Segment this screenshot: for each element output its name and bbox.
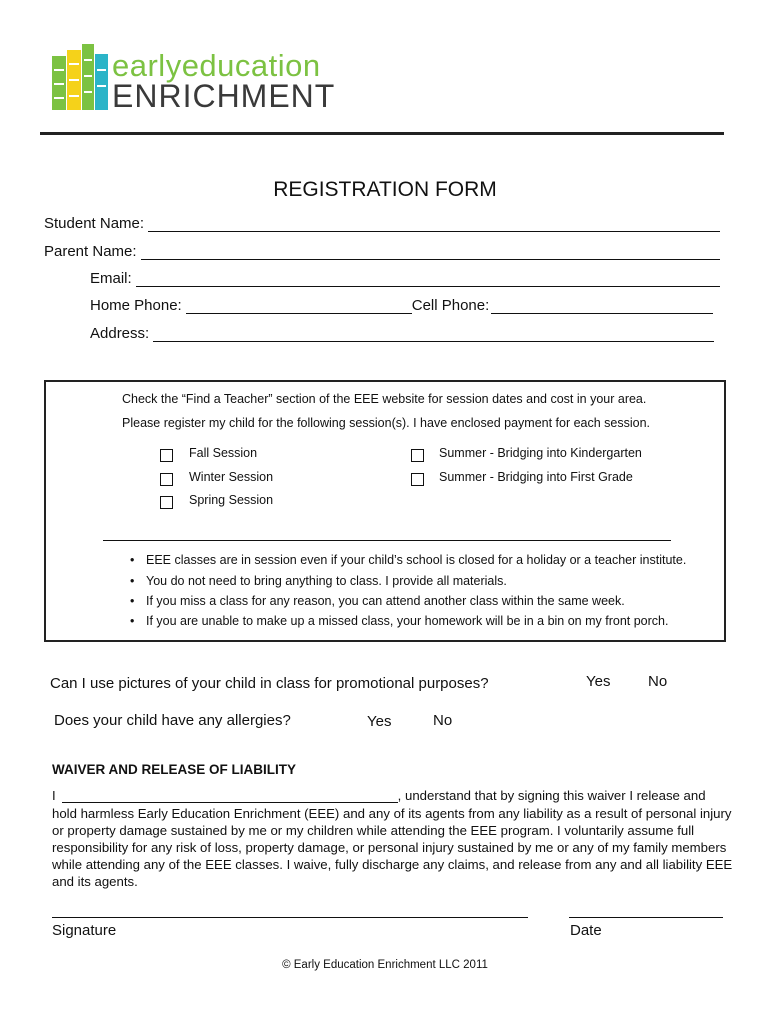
parent-name-row <box>44 243 720 260</box>
address-label: Address: <box>90 325 150 342</box>
email-input[interactable] <box>136 272 720 287</box>
signature-label: Signature <box>52 922 117 939</box>
policy-text: If you miss a class for any reason, you can attend another class within the same week. <box>146 594 625 608</box>
session-divider <box>103 540 671 541</box>
address-input[interactable] <box>153 327 714 342</box>
spring-session-checkbox[interactable] <box>160 496 173 509</box>
cell-phone-input[interactable] <box>491 299 713 314</box>
fall-session-checkbox[interactable] <box>160 449 173 462</box>
winter-session-checkbox[interactable] <box>160 473 173 486</box>
summer-first-grade-label: Summer - Bridging into First Grade <box>439 470 633 484</box>
logo <box>50 44 110 114</box>
address-row <box>90 325 714 342</box>
student-name-input[interactable] <box>148 217 720 232</box>
footer-copyright: © Early Education Enrichment LLC 2011 <box>282 959 488 971</box>
summer-kindergarten-checkbox[interactable] <box>411 449 424 462</box>
fall-session-label: Fall Session <box>189 446 258 460</box>
policy-text: If you are unable to make up a missed class, your homework will be in a bin on my front porch. <box>146 614 669 628</box>
waiver-prefix: I <box>52 788 56 803</box>
session-intro-2: Please register my child for the following session(s). I have enclosed payment for each session. <box>122 416 651 430</box>
student-name-row <box>44 215 720 232</box>
signature-line[interactable] <box>52 917 528 918</box>
form-title: REGISTRATION FORM <box>273 178 497 201</box>
allergies-question: Does your child have any allergies? <box>54 712 291 729</box>
pictures-question: Can I use pictures of your child in class for promotional purposes? <box>50 675 489 692</box>
logo-books-icon <box>50 44 110 114</box>
policy-bullet: • If you miss a class for any reason, you can attend another class within the same week. <box>130 594 625 608</box>
spring-session-label: Spring Session <box>189 493 274 507</box>
email-label: Email: <box>90 270 132 287</box>
logo-wordmark-top: earlyeducation <box>112 48 321 83</box>
policy-text: EEE classes are in session even if your child’s school is closed for a holiday or a teacher institute. <box>146 553 687 567</box>
waiver-line1-rest: , understand that by signing this waiver I release and <box>397 788 706 803</box>
date-line[interactable] <box>569 917 723 918</box>
winter-session-label: Winter Session <box>189 470 274 484</box>
cell-phone-label: Cell Phone: <box>411 297 490 314</box>
waiver-name-input[interactable] <box>62 789 398 803</box>
waiver-first-line <box>52 788 706 803</box>
home-phone-input[interactable] <box>186 299 412 314</box>
waiver-heading: WAIVER AND RELEASE OF LIABILITY <box>52 762 297 777</box>
date-label: Date <box>570 922 602 939</box>
email-row <box>90 270 720 287</box>
logo-wordmark-bottom: ENRICHMENT <box>112 78 336 114</box>
header-divider <box>40 132 724 135</box>
policy-text: You do not need to bring anything to class. I provide all materials. <box>146 574 507 588</box>
policy-bullet: • If you are unable to make up a missed class, your homework will be in a bin on my front porch. <box>130 614 669 628</box>
parent-name-label: Parent Name: <box>44 243 137 260</box>
phone-row <box>90 297 713 314</box>
policy-bullet: • EEE classes are in session even if your child’s school is closed for a holiday or a teacher institute. <box>130 553 687 567</box>
student-name-label: Student Name: <box>44 215 145 232</box>
policy-bullet: • You do not need to bring anything to class. I provide all materials. <box>130 574 507 588</box>
parent-name-input[interactable] <box>141 245 720 260</box>
pictures-yes-option[interactable]: Yes <box>586 673 611 690</box>
summer-first-grade-checkbox[interactable] <box>411 473 424 486</box>
home-phone-label: Home Phone: <box>90 297 182 314</box>
allergies-yes-option[interactable]: Yes <box>367 713 392 730</box>
waiver-body: hold harmless Early Education Enrichment (EEE) and any of its agents from any liability as a result of personal injury or property damage sustained by me or my children while attending the EEE program. I voluntarily assume full responsibility for any risk of loss, property damage, or personal injury sustained by me or any of my family members while attending any of the EEE classes. I waive, fully discharge any claims, and release from any and all liability EEE and its agents. <box>52 806 733 889</box>
session-intro-1: Check the “Find a Teacher” section of the EEE website for session dates and cost in your area. <box>122 392 647 406</box>
summer-kindergarten-label: Summer - Bridging into Kindergarten <box>439 446 642 460</box>
allergies-no-option[interactable]: No <box>433 712 453 729</box>
pictures-no-option[interactable]: No <box>648 673 668 690</box>
